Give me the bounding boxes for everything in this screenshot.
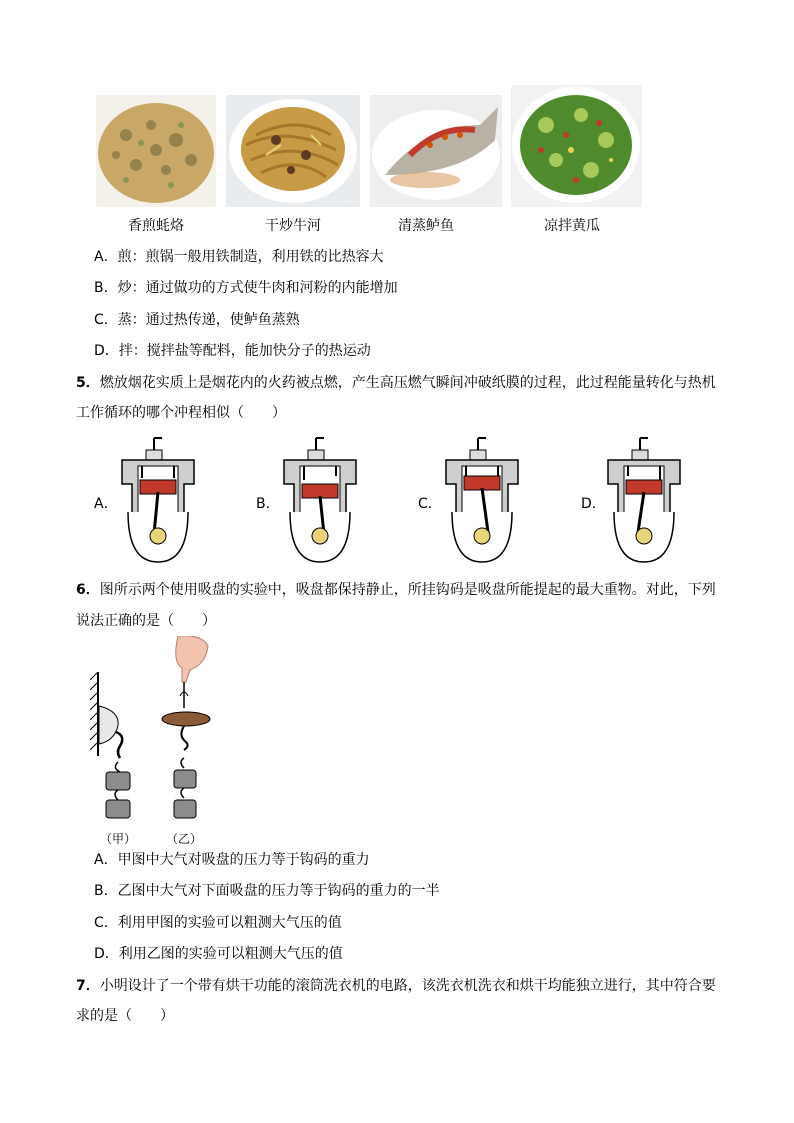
caption-fried-beef-noodles: 干炒牛河 xyxy=(265,218,321,234)
q5-line1 xyxy=(76,373,716,393)
q6-option-b: B．乙图中大气对下面吸盘的压力等于钩码的重力的一半 xyxy=(94,883,440,899)
caption-steamed-fish: 清蒸鲈鱼 xyxy=(398,218,454,234)
q5-label-b: B． xyxy=(256,496,280,512)
photo-fried-beef-noodles xyxy=(226,95,360,207)
fig-label-jia: （甲） xyxy=(100,832,137,846)
q4-option-b: B．炒：通过做功的方式使牛肉和河粉的内能增加 xyxy=(94,280,398,296)
q4-option-c: C．蒸：通过热传递，使鲈鱼蒸熟 xyxy=(94,312,300,328)
q6-line2: 说法正确的是（ ） xyxy=(76,613,216,629)
q6-number: 6． xyxy=(76,582,100,598)
q6-line1 xyxy=(76,580,716,600)
q7-line1 xyxy=(76,976,716,996)
q6-option-d: D．利用乙图的实验可以粗测大气压的值 xyxy=(94,946,343,962)
engine-diagram-a xyxy=(118,436,198,564)
q7-text1: 小明设计了一个带有烘干功能的滚筒洗衣机的电路，该洗衣机洗衣和烘干均能独立进行，其中符合要 xyxy=(99,978,716,994)
fig-label-yi: （乙） xyxy=(166,832,203,846)
q5-line2: 工作循环的哪个冲程相似（ ） xyxy=(76,405,286,421)
q5-label-a: A． xyxy=(94,496,118,512)
q6-option-a: A．甲图中大气对吸盘的压力等于钩码的重力 xyxy=(94,852,370,868)
caption-fried-oyster: 香煎蚝烙 xyxy=(128,218,184,234)
suction-cup-diagram xyxy=(90,636,230,826)
photo-cucumber-salad xyxy=(511,85,642,207)
q7-line2: 求的是（ ） xyxy=(76,1008,174,1024)
photo-fried-oyster xyxy=(96,95,216,207)
q4-option-a: A．煎：煎锅一般用铁制造，利用铁的比热容大 xyxy=(94,249,384,265)
engine-diagram-d xyxy=(604,436,684,564)
caption-cucumber-salad: 凉拌黄瓜 xyxy=(544,218,600,234)
q5-label-c: C． xyxy=(418,496,442,512)
q5-text1: 燃放烟花实质上是烟花内的火药被点燃，产生高压燃气瞬间冲破纸膜的过程，此过程能量转化与热机 xyxy=(99,375,716,391)
engine-diagram-c xyxy=(442,436,522,564)
q5-label-d: D． xyxy=(581,496,606,512)
photo-steamed-fish xyxy=(370,95,502,207)
q6-text1: 图所示两个使用吸盘的实验中，吸盘都保持静止，所挂钩码是吸盘所能提起的最大重物。对此，下列 xyxy=(99,582,716,598)
q6-option-c: C．利用甲图的实验可以粗测大气压的值 xyxy=(94,915,342,931)
q4-option-d: D．拌：搅拌盐等配料，能加快分子的热运动 xyxy=(94,343,371,359)
engine-diagram-b xyxy=(280,436,360,564)
q7-number: 7． xyxy=(76,978,100,994)
q5-number: 5． xyxy=(76,375,100,391)
